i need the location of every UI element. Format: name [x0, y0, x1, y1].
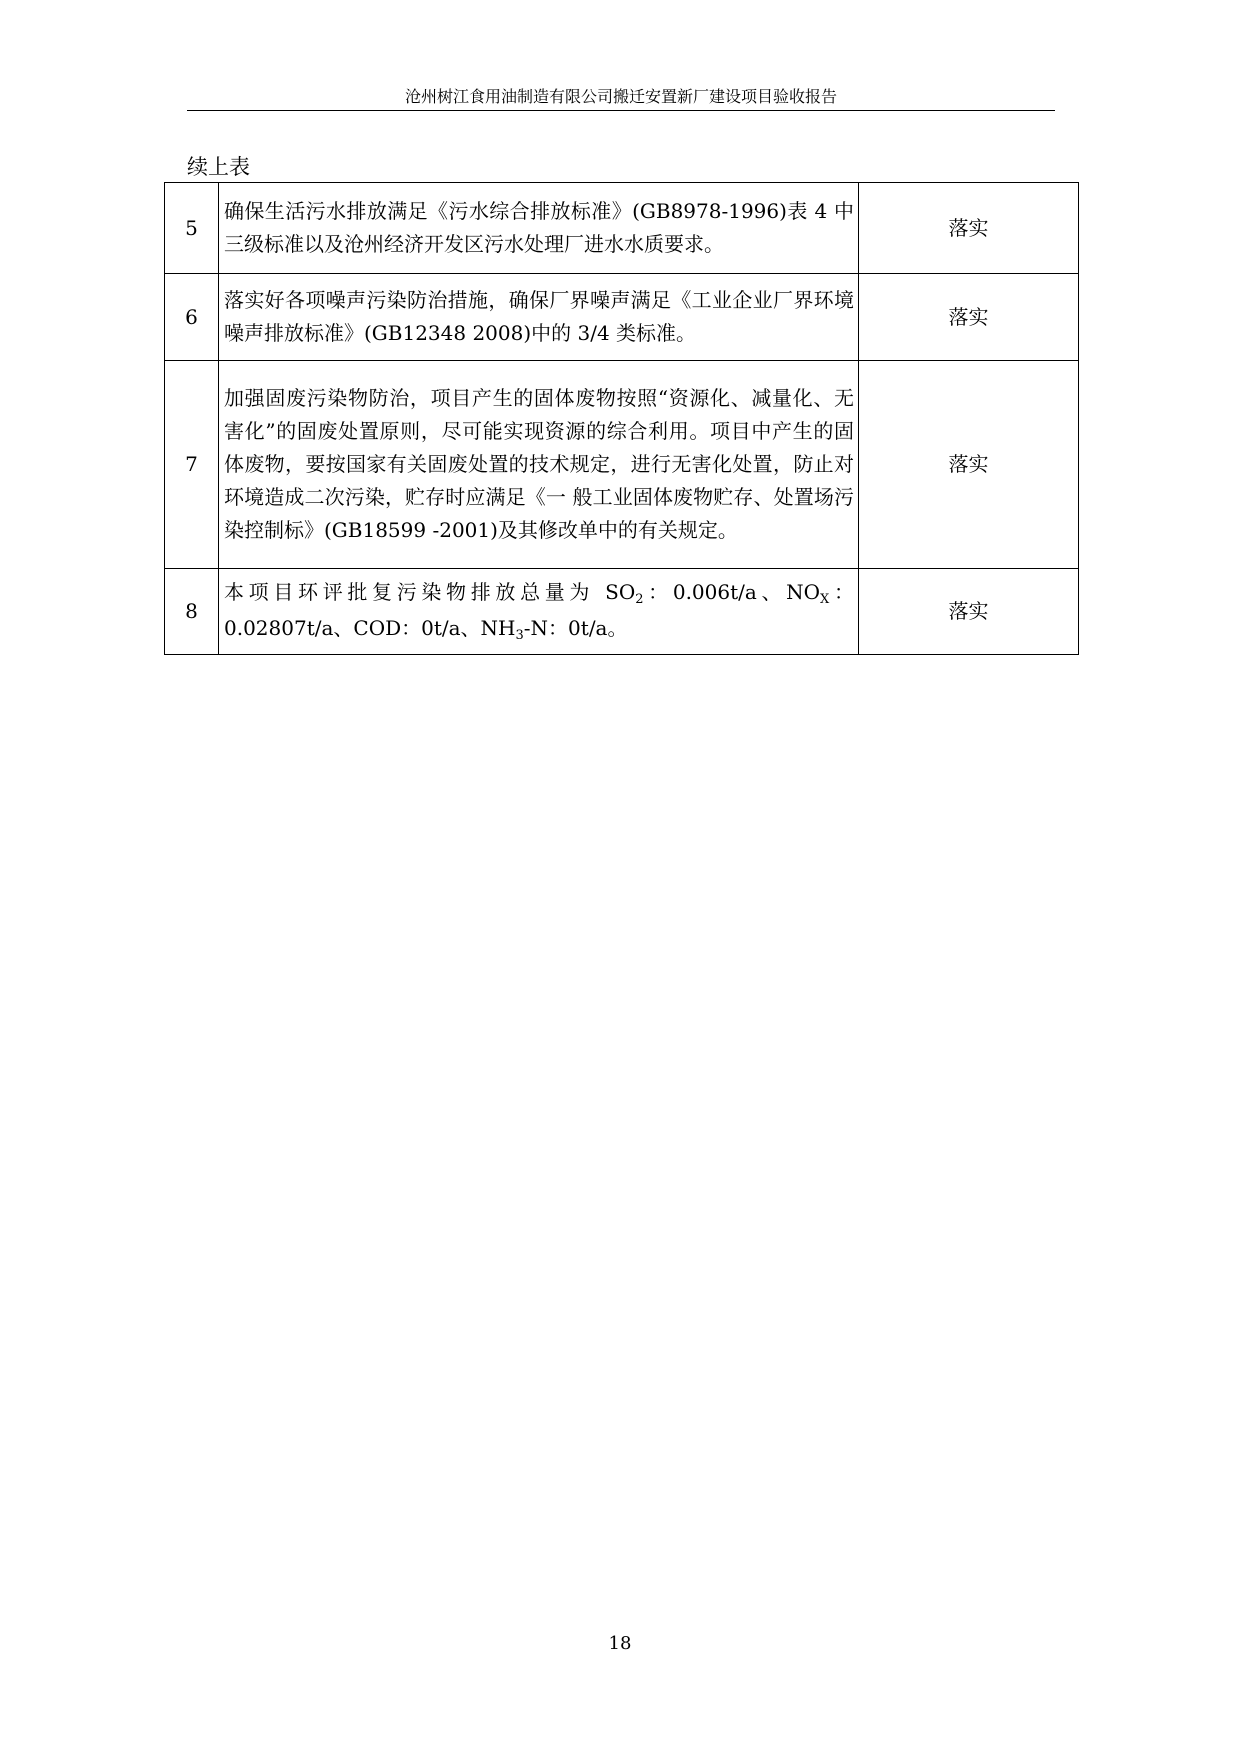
- status-cell: 落实: [859, 183, 1079, 274]
- measures-table: [164, 182, 1079, 655]
- row-number: 5: [165, 183, 219, 274]
- requirement-text: 落实好各项噪声污染防治措施，确保厂界噪声满足《工业企业厂界环境噪声排放标准》(GB12348 2008)中的 3/4 类标准。: [219, 274, 859, 361]
- status-cell: 落实: [859, 361, 1079, 569]
- subscript: X: [820, 591, 830, 607]
- page-number: 18: [608, 1633, 632, 1654]
- table-row: [165, 183, 1079, 274]
- row-number: 7: [165, 361, 219, 569]
- row-number: 8: [165, 569, 219, 655]
- requirement-text: 确保生活污水排放满足《污水综合排放标准》(GB8978-1996)表 4 中三级标准以及沧州经济开发区污水处理厂进水水质要求。: [219, 183, 859, 274]
- row-number: 6: [165, 274, 219, 361]
- requirement-text-part: ：0.006t/a、NO: [643, 579, 821, 604]
- requirement-text-part: ：0.02807t/a、COD：0t/a、NH: [224, 579, 854, 640]
- requirement-text: [219, 569, 859, 655]
- requirement-text-part: 本项目环评批复污染物排放总量为 SO: [224, 579, 636, 604]
- requirement-text: 加强固废污染物防治，项目产生的固体废物按照“资源化、减量化、无害化”的固废处置原则，尽可能实现资源的综合利用。项目中产生的固体废物，要按国家有关固废处置的技术规定，进行无害化处置，防止对环境造成二次污染，贮存时应满足《一 般工业固体废物贮存、处置场污染控制标》(GB18599 -2001)及其修改单中的有关规定。: [219, 361, 859, 569]
- table-row: [165, 361, 1079, 569]
- table-row: [165, 274, 1079, 361]
- continued-table-label: 续上表: [187, 155, 250, 179]
- subscript: 3: [515, 627, 524, 643]
- page-header-title: 沧州树江食用油制造有限公司搬迁安置新厂建设项目验收报告: [404, 87, 837, 106]
- requirement-text-part: -N：0t/a。: [523, 615, 628, 640]
- status-cell: 落实: [859, 274, 1079, 361]
- status-cell: 落实: [859, 569, 1079, 655]
- subscript: 2: [635, 591, 644, 607]
- table-row: [165, 569, 1079, 655]
- header-divider: [187, 110, 1055, 111]
